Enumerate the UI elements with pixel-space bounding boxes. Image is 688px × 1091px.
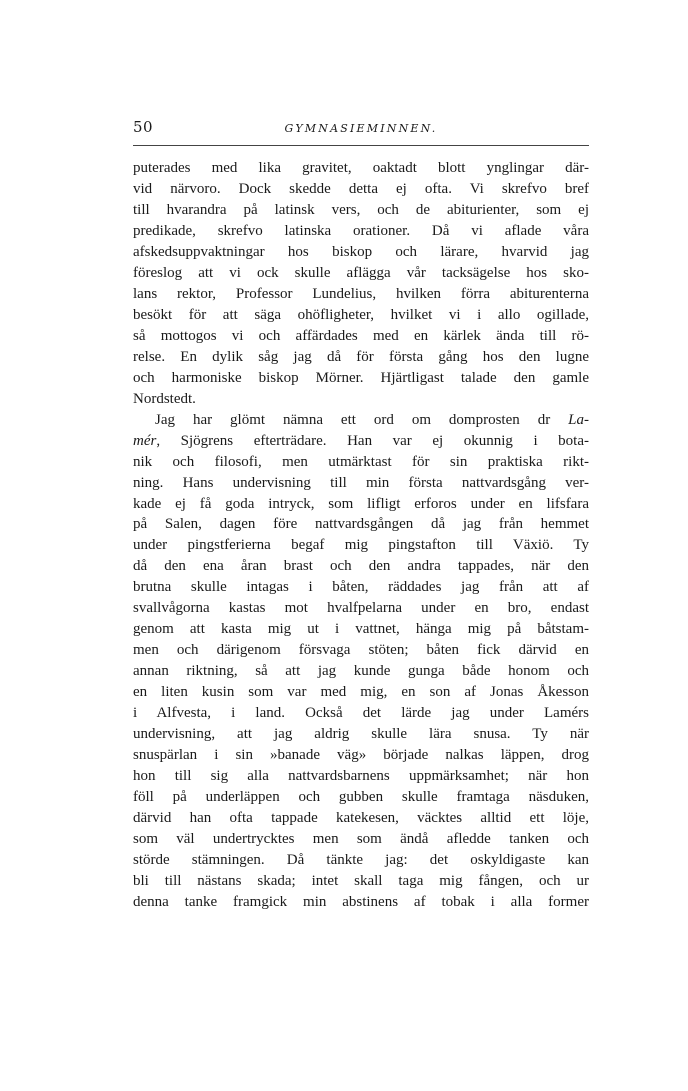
text-line: kade ej få goda intryck, som lifligt erforos under en lifsfara <box>133 495 589 512</box>
page-number: 50 <box>133 118 154 136</box>
text-line: lans rektor, Professor Lundelius, hvilken förra abiturenterna <box>133 285 589 302</box>
text-line: hon till sig alla nattvardsbarnens uppmärksamhet; när hon <box>133 768 589 785</box>
text-line: i Alfvesta, i land. Också det lärde jag under Lamérs <box>133 705 589 722</box>
text-line: därvid han ofta tappade katekesen, väcktes alltid ett löje, <box>133 810 589 827</box>
text-line: genom att kasta mig ut i vattnet, hänga mig på båtstam- <box>133 621 589 638</box>
text-line: då den ena åran brast och den andra tappades, när den <box>133 558 589 575</box>
text-line: relse. En dylik såg jag då för första gång hos den lugne <box>133 348 589 365</box>
text-line: men och därigenom försvaga stöten; båten fick därvid en <box>133 642 589 659</box>
text-line: annan riktning, så att jag kunde gunga både honom och <box>133 663 589 680</box>
page-header <box>133 118 589 138</box>
text-line: predikade, skrefvo latinska orationer. Då vi aflade våra <box>133 222 589 239</box>
text-line: vid närvoro. Dock skedde detta ej ofta. Vi skrefvo bref <box>133 180 589 197</box>
text-line: nik och filosofi, men utmärktast för sin praktiska rikt- <box>133 453 589 470</box>
text-line: ning. Hans undervisning till min första nattvardsgång ver- <box>133 474 589 491</box>
text-line: störde stämningen. Då tänkte jag: det oskyldigaste kan <box>133 851 589 868</box>
text-line: Nordstedt. <box>133 390 196 407</box>
text-line: denna tanke framgick min abstinens af tobak i alla former <box>133 893 589 910</box>
text-line: snuspärlan i sin »banade väg» började nalkas läppen, drog <box>133 747 589 764</box>
text-line: besökt för att säga ohöfligheter, hvilket vi i allo ogillade, <box>133 306 589 323</box>
text-line: brutna skulle intagas i båten, räddades jag från att af <box>133 579 589 596</box>
italic-name: mér <box>133 432 157 449</box>
text-line: afskedsuppvaktningar hos biskop och lärare, hvarvid jag <box>133 243 589 260</box>
text-line: en liten kusin som var med mig, en son af Jonas Åkesson <box>133 684 589 701</box>
body-text <box>133 158 589 913</box>
text-line: till hvarandra på latinsk vers, och de abiturienter, som ej <box>133 201 589 218</box>
text-line: som väl undertrycktes men som ändå afledde tanken och <box>133 831 589 847</box>
running-title: GYMNASIEMINNEN. <box>284 122 438 135</box>
italic-name: La- <box>568 411 589 428</box>
text-line: svallvågorna kastas mot hvalfpelarna under en bro, endast <box>133 600 589 617</box>
text-line: så mottogos vi och affärdades med en kärlek ända till rö- <box>133 327 589 344</box>
text-line: puterades med lika gravitet, oaktadt blott ynglingar där- <box>133 160 589 176</box>
text-line: bli till nästans skada; intet skall taga mig fången, och ur <box>133 872 589 889</box>
text-line: Jag har glömt nämna ett ord om domprosten dr La- <box>155 411 589 428</box>
text-line: under pingstferierna begaf mig pingstafton till Växiö. Ty <box>133 537 589 554</box>
text-line: och harmoniske biskop Mörner. Hjärtligast talade den gamle <box>133 369 589 386</box>
text-line: föll på underläppen och gubben skulle framtaga näsduken, <box>133 789 589 806</box>
header-rule <box>133 145 589 146</box>
text-line: undervisning, att jag aldrig skulle lära snusa. Ty när <box>133 726 589 743</box>
text-line: på Salen, dagen före nattvardsgången då jag från hemmet <box>133 516 589 533</box>
text-line: mér, Sjögrens efterträdare. Han var ej okunnig i bota- <box>133 432 589 449</box>
text-line: föreslog att vi ock skulle aflägga vår tacksägelse hos sko- <box>133 264 589 281</box>
